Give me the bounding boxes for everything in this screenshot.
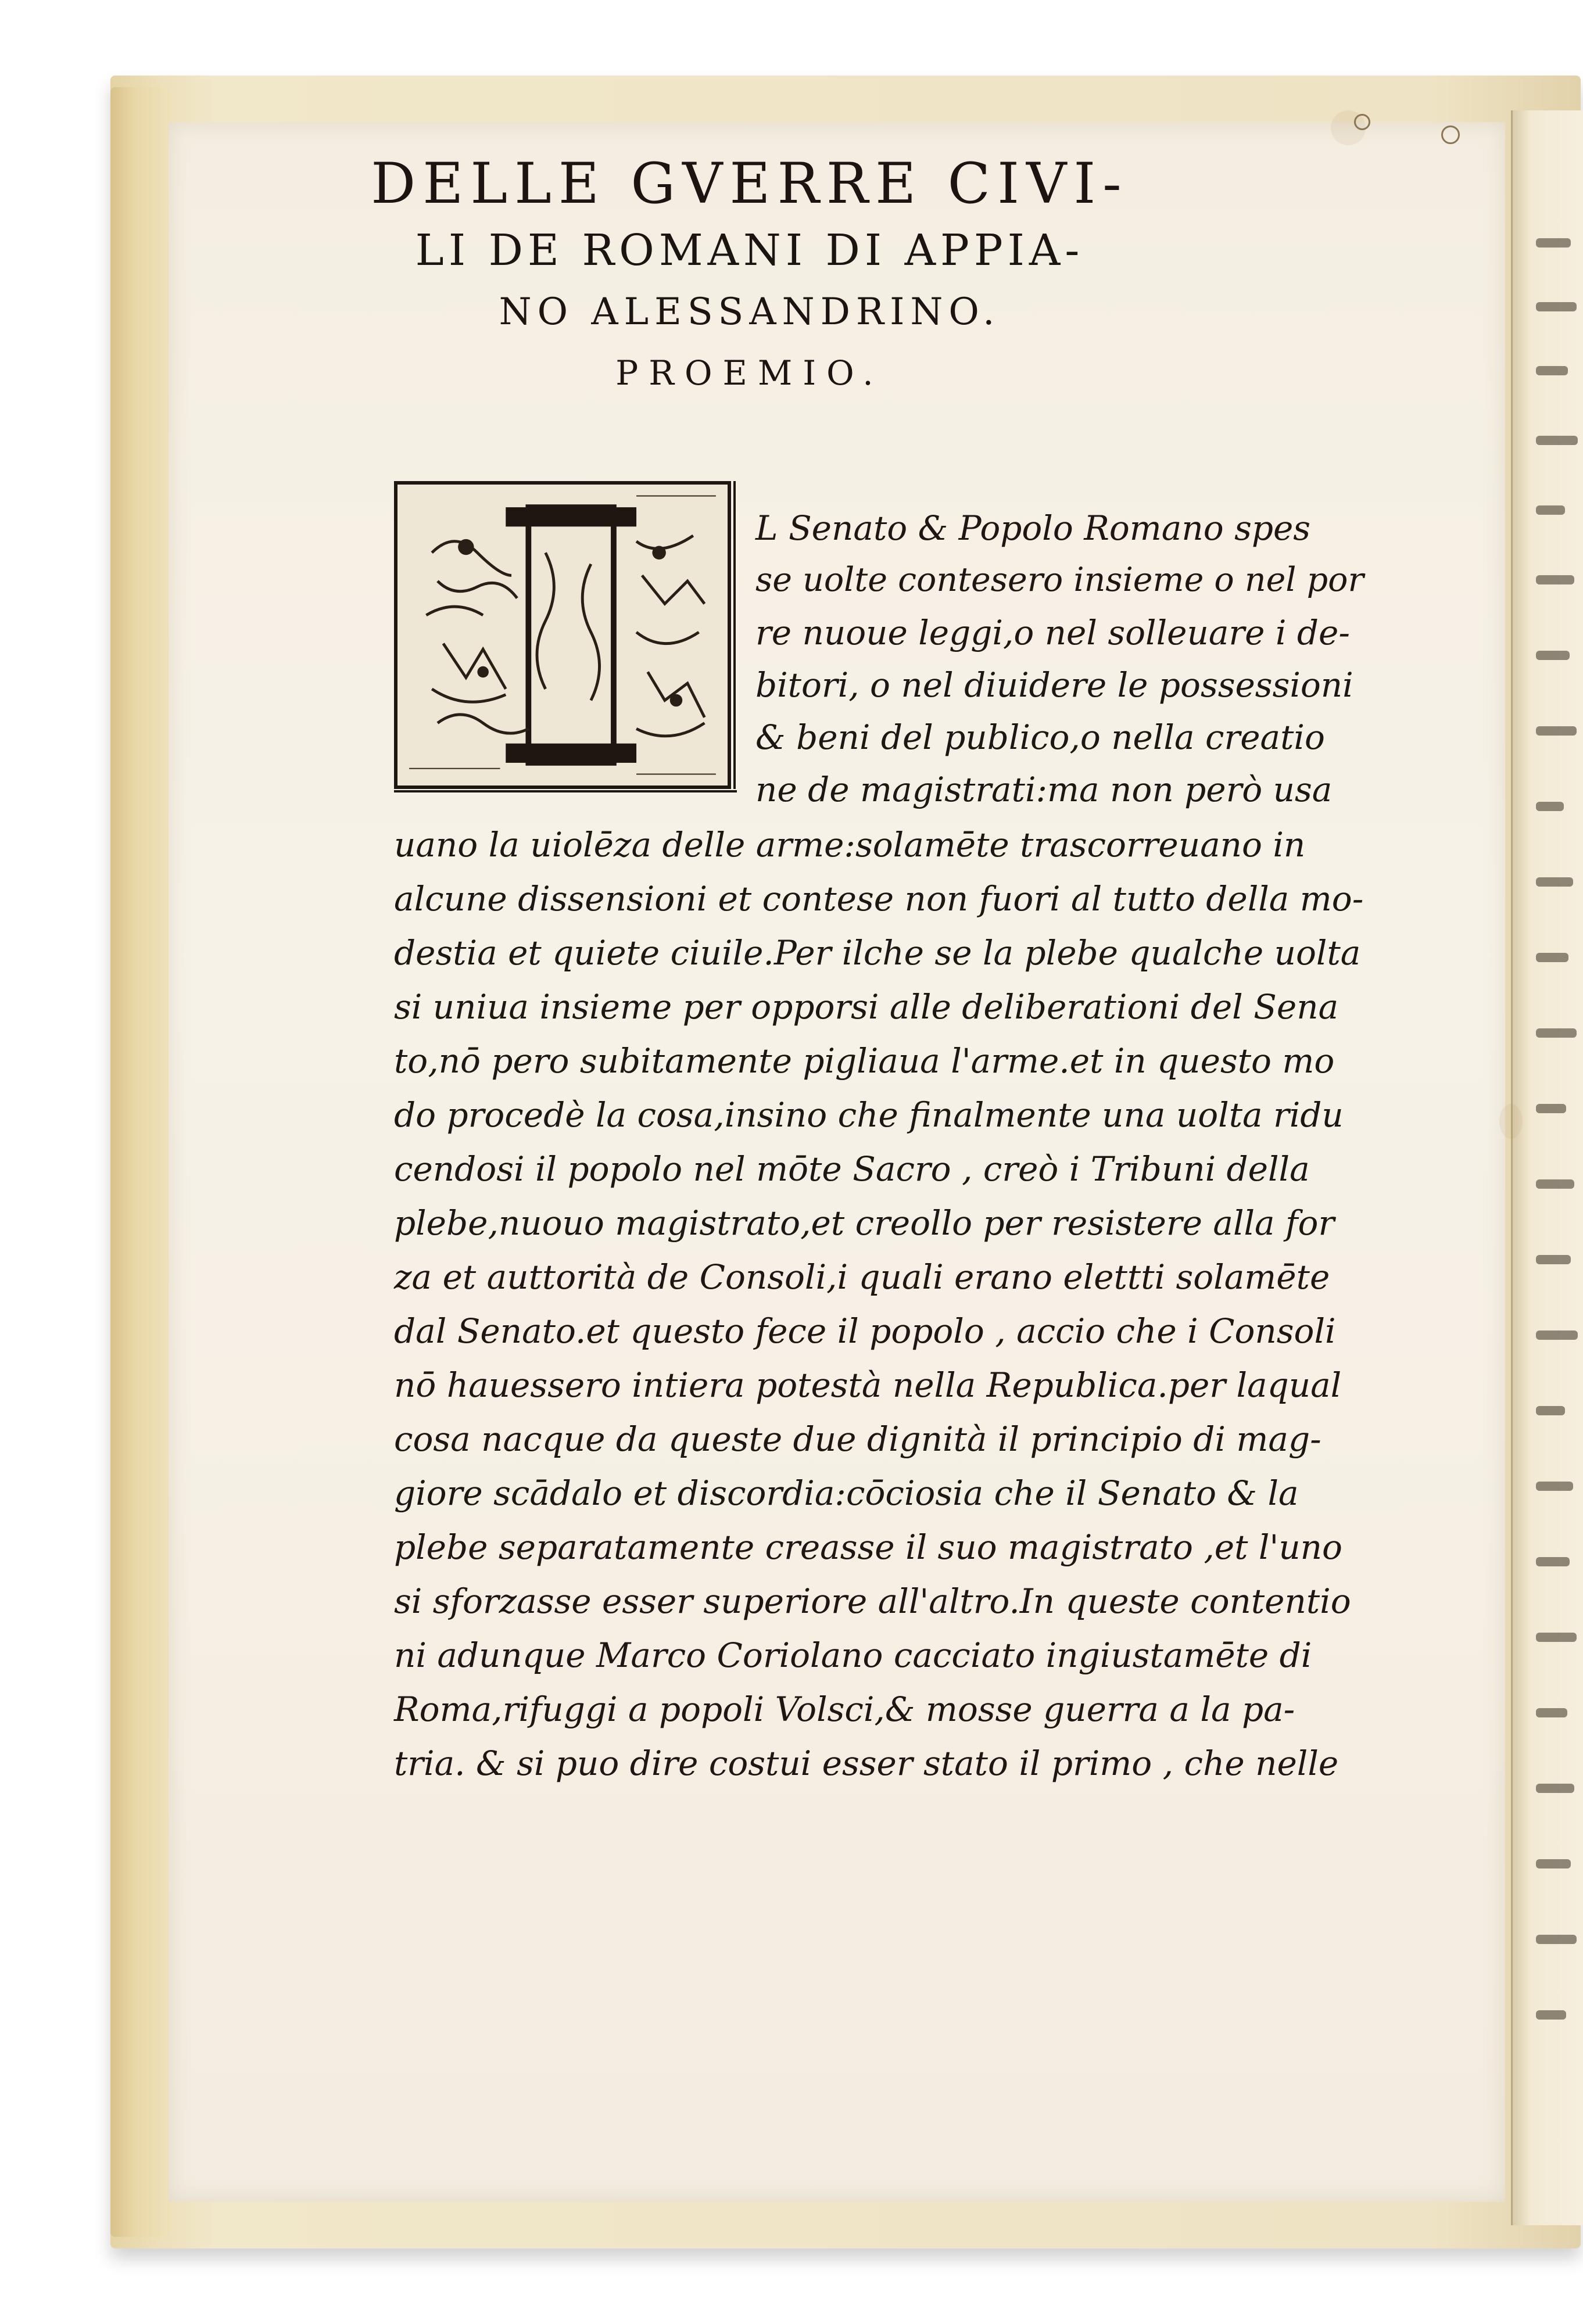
body-line: dal Senato.et questo fece il popolo , accio che i Consoli xyxy=(394,1311,1336,1351)
body-line: alcune dissensioni et contese non fuori al tutto della mo- xyxy=(394,879,1364,919)
body-line: nō hauessero intiera potestà nella Republica.per laqual xyxy=(394,1365,1342,1405)
body-line: se uolte contesero insieme o nel por xyxy=(755,561,1364,599)
binding-spine xyxy=(110,87,174,2237)
body-line: do procedè la cosa,insino che finalmente una uolta ridu xyxy=(394,1095,1344,1135)
body-line: ni adunque Marco Coriolano cacciato ingiustamēte di xyxy=(394,1636,1312,1675)
body-line: ne de magistrati:ma non però usa xyxy=(755,770,1333,809)
section-heading: PROEMIO. xyxy=(615,353,884,393)
body-line: bitori, o nel diuidere le possessioni xyxy=(755,665,1353,705)
pin-hole xyxy=(1441,125,1460,144)
body-line: destia et quiete ciuile.Per ilche se la plebe qualche uolta xyxy=(394,933,1361,973)
body-line: si uniua insieme per opporsi alle deliberationi del Sena xyxy=(394,987,1339,1027)
body-line: za et auttorità de Consoli,i quali erano elettti solamēte xyxy=(394,1257,1330,1297)
woodcut-initial-letter xyxy=(394,481,731,789)
body-line: & beni del publico,o nella creatio xyxy=(755,718,1325,757)
body-line: cendosi il popolo nel mōte Sacro , creò i Tribuni della xyxy=(394,1149,1310,1189)
body-line: plebe separatamente creasse il suo magistrato ,et l'uno xyxy=(394,1527,1342,1567)
body-line: giore scādalo et discordia:cōciosia che il Senato & la xyxy=(394,1473,1299,1513)
woodcut-illustration-icon xyxy=(397,485,728,786)
body-line: re nuoue leggi,o nel solleuare i de- xyxy=(755,613,1350,652)
facing-page-edge xyxy=(1511,110,1583,2225)
initial-frame-rule xyxy=(731,481,736,789)
initial-frame-base xyxy=(394,786,737,792)
title-line-3: NO ALESSANDRINO. xyxy=(499,290,1001,333)
title-line-2: LI DE ROMANI DI APPIA- xyxy=(415,225,1084,275)
body-line: tria. & si puo dire costui esser stato il primo , che nelle xyxy=(394,1744,1339,1783)
body-line: uano la uiolēza delle arme:solamēte trascorreuano in xyxy=(394,825,1306,865)
body-line: to,nō pero subitamente pigliaua l'arme.et in questo mo xyxy=(394,1041,1335,1081)
body-line: cosa nacque da queste due dignità il principio di mag- xyxy=(394,1419,1321,1459)
body-line: Roma,rifuggi a popoli Volsci,& mosse guerra a la pa- xyxy=(394,1690,1295,1729)
paper-stain xyxy=(1499,1104,1523,1139)
body-line: si sforzasse esser superiore all'altro.In queste contentio xyxy=(394,1581,1351,1621)
pin-hole xyxy=(1354,114,1370,130)
title-line-1: DELLE GVERRE CIVI- xyxy=(371,151,1129,216)
body-line: L Senato & Popolo Romano spes xyxy=(755,508,1311,548)
body-line: plebe,nuouo magistrato,et creollo per resistere alla for xyxy=(394,1203,1335,1243)
